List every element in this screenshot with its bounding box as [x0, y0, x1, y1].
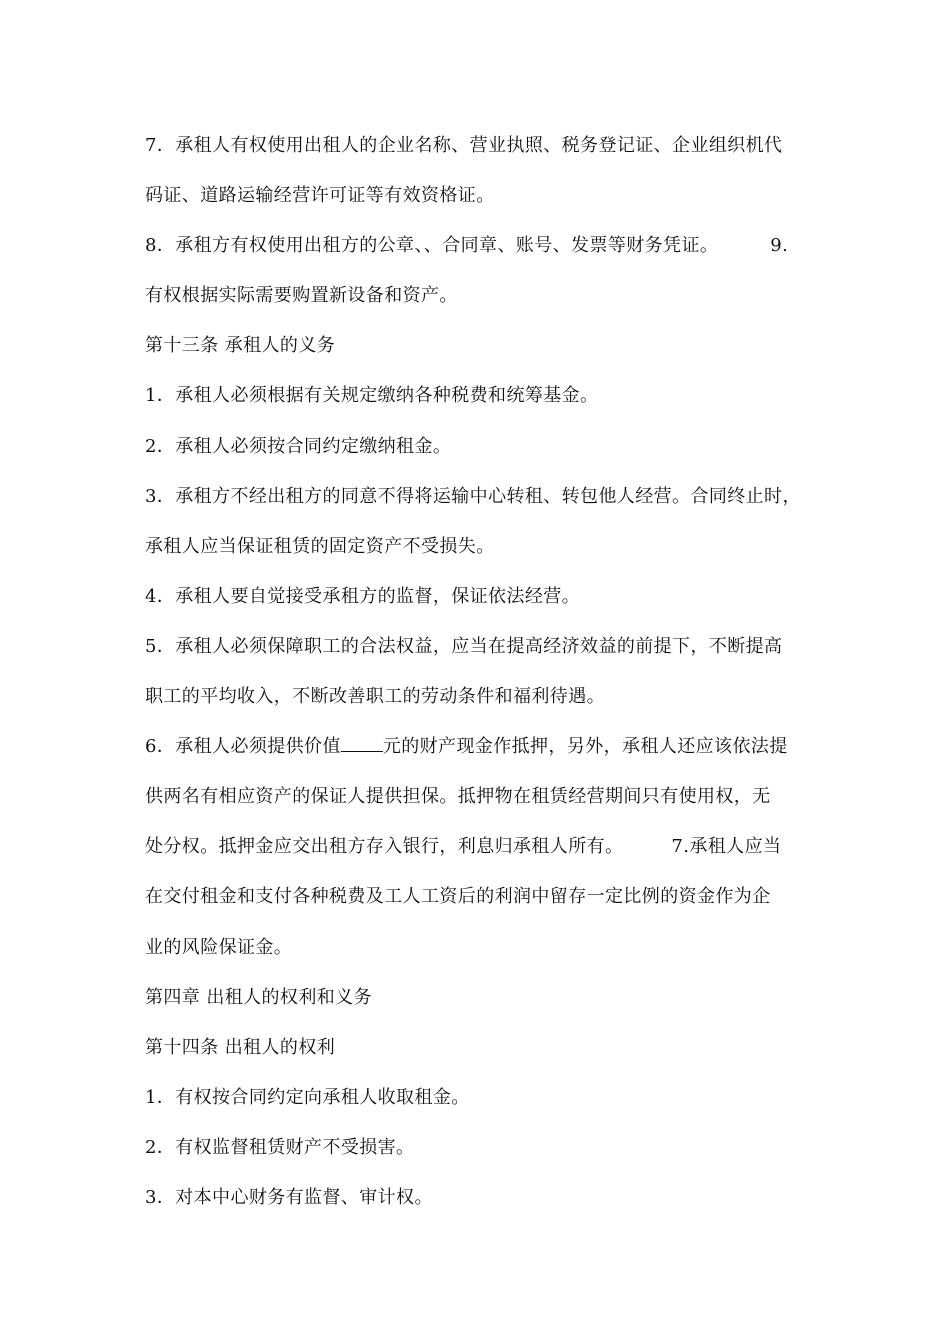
paragraph-line [145, 221, 825, 271]
paragraph-line [145, 422, 825, 472]
paragraph-line [145, 1073, 825, 1123]
paragraph-line [145, 923, 825, 973]
text-span: 元的财产现金作抵押，另外，承租人还应该依法提 [382, 736, 788, 758]
text-span: 有权根据实际需要购置新设备和资产。 [145, 285, 458, 307]
paragraph-line [145, 822, 825, 872]
text-span: 3．对本中心财务有监督、审计权。 [145, 1186, 433, 1208]
paragraph-line [145, 622, 825, 672]
text-span: 职工的平均收入，不断改善职工的劳动条件和福利待遇。 [145, 686, 605, 708]
section-heading [145, 1023, 825, 1073]
text-span: 2．有权监督租赁财产不受损害。 [145, 1136, 415, 1158]
paragraph-line [145, 1173, 825, 1223]
document-body [145, 121, 825, 1223]
paragraph-line [145, 171, 825, 221]
paragraph-line [145, 722, 825, 772]
text-span: 7.承租人应当 [671, 836, 782, 858]
text-span: 第四章 出租人的权利和义务 [145, 986, 372, 1008]
text-span: 业的风险保证金。 [145, 936, 293, 958]
text-span: 5．承租人必须保障职工的合法权益，应当在提高经济效益的前提下，不断提高 [145, 635, 783, 657]
paragraph-line [145, 472, 825, 522]
paragraph-line [145, 572, 825, 622]
item-number: 9. [770, 235, 789, 257]
text-span: 供两名有相应资产的保证人提供担保。抵押物在租赁经营期间只有使用权，无 [145, 786, 771, 808]
paragraph-line [145, 121, 825, 171]
text-span: 4．承租人要自觉接受承租方的监督，保证依法经营。 [145, 585, 581, 607]
text-span: 第十三条 承租人的义务 [145, 335, 336, 357]
text-span: 8．承租方有权使用出租方的公章、、合同章、账号、发票等财务凭证。 [145, 235, 719, 257]
text-span: 7．承租人有权使用出租人的企业名称、营业执照、税务登记证、企业组织机代 [145, 135, 783, 156]
fill-in-blank [341, 737, 383, 752]
paragraph-line [145, 772, 825, 822]
text-span: 1．承租人必须根据有关规定缴纳各种税费和统筹基金。 [145, 385, 599, 407]
text-span: 码证、道路运输经营许可证等有效资格证。 [145, 185, 495, 207]
text-span: 第十四条 出租人的权利 [145, 1036, 336, 1058]
paragraph-line [145, 522, 825, 572]
text-span: 承租人应当保证租赁的固定资产不受损失。 [145, 535, 495, 557]
text-span: 3．承租方不经出租方的同意不得将运输中心转租、转包他人经营。合同终止时， [145, 485, 801, 507]
section-heading [145, 321, 825, 371]
text-span: 在交付租金和支付各种税费及工人工资后的利润中留存一定比例的资金作为企 [145, 886, 771, 908]
text-span: 6．承租人必须提供价值 [145, 736, 341, 758]
paragraph-line [145, 872, 825, 922]
text-span: 2．承租人必须按合同约定缴纳租金。 [145, 435, 452, 457]
text-span: 1．有权按合同约定向承租人收取租金。 [145, 1086, 470, 1108]
text-span: 处分权。抵押金应交出租方存入银行，利息归承租人所有。 [145, 836, 624, 858]
paragraph-line [145, 1123, 825, 1173]
paragraph-line [145, 672, 825, 722]
chapter-heading [145, 973, 825, 1023]
paragraph-line [145, 371, 825, 421]
paragraph-line [145, 271, 825, 321]
